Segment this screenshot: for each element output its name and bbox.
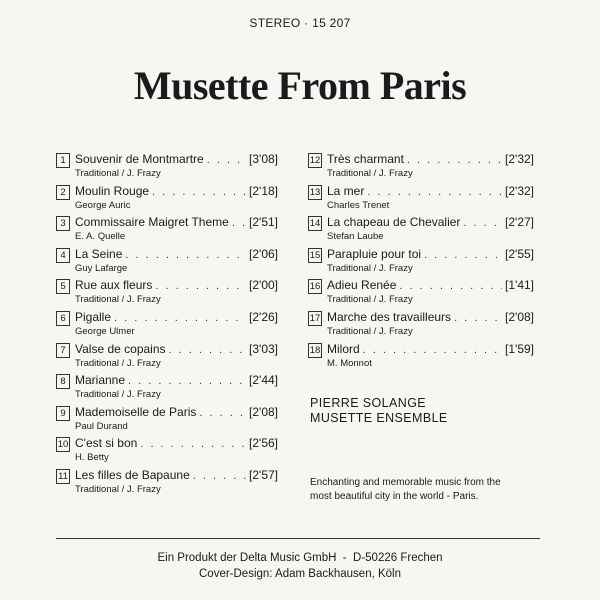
track-duration: [2'08] [249,404,278,419]
track-composer: Traditional / J. Frazy [327,262,413,274]
track-duration: [2'18] [249,183,278,198]
track-item [56,150,278,182]
track-item [56,403,278,435]
track-number: 16 [309,281,321,293]
track-composer: Traditional / J. Frazy [327,168,413,179]
track-composer: Traditional / J. Frazy [327,294,413,306]
leader-dots [407,154,502,166]
track-number: 14 [309,218,321,230]
track-duration: [2'44] [249,373,278,388]
leader-dots [114,312,246,324]
track-number: 1 [56,153,70,168]
track-item [56,308,278,340]
track-number: 9 [56,406,70,421]
track-item [56,371,278,403]
track-title: Pigalle [75,309,112,324]
tracklist-left [56,150,278,498]
track-composer: Charles Trenet [327,199,390,211]
leader-dots [125,249,246,261]
track-number: 12 [309,155,321,166]
track-composer: Traditional / J. Frazy [327,325,413,337]
track-composer: Traditional / J. Frazy [75,389,161,401]
track-composer: Paul Durand [75,420,128,432]
leader-dots [128,375,246,387]
track-duration: [2'51] [249,215,278,230]
track-item [56,182,278,214]
track-title: Les filles de Bapaune [75,467,190,482]
track-item [56,434,278,466]
track-item [56,340,278,372]
leader-dots [463,217,502,229]
album-description [310,476,501,504]
track-item [308,150,534,182]
leader-dots [169,344,247,356]
track-title: Très charmant [327,152,404,166]
track-item [308,340,534,372]
track-composer: E. A. Quelle [75,231,126,243]
artist-credit [310,396,448,426]
track-composer: Traditional / J. Frazy [75,483,161,495]
description-line: most beautiful city in the world - Paris. [310,491,479,502]
track-number: 5 [56,279,70,294]
track-title: Parapluie pour toi [327,246,422,261]
track-title: Valse de copains [75,341,166,356]
track-item [308,308,534,340]
track-title: C'est si bon [75,436,138,451]
track-duration: [1'59] [505,341,534,356]
leader-dots [232,217,246,229]
artist-name: PIERRE SOLANGE [310,396,427,410]
track-title: Mademoiselle de Paris [75,404,197,419]
track-title: La Seine [75,246,123,261]
ensemble-name: MUSETTE ENSEMBLE [310,411,448,425]
publisher-line: Ein Produkt der Delta Music GmbH - D-50226 Frechen [157,552,443,564]
track-composer: George Ulmer [75,325,135,337]
footer-divider [56,538,540,539]
track-title: Moulin Rouge [75,183,150,198]
track-title: Marianne [75,373,126,388]
track-composer: Traditional / J. Frazy [75,168,161,179]
track-item [308,213,534,245]
leader-dots [399,280,502,292]
track-duration: [2'56] [249,436,278,451]
track-title: Marche des travailleurs [327,309,452,324]
track-number: 15 [309,249,321,261]
track-composer: George Auric [75,199,131,211]
footer-credits [0,550,600,582]
design-credit: Cover-Design: Adam Backhausen, Köln [199,568,401,580]
track-item [308,182,534,214]
track-duration: [3'03] [249,341,278,356]
track-title: Commissaire Maigret Theme [75,215,229,230]
leader-dots [199,407,246,419]
track-composer: Traditional / J. Frazy [75,294,161,306]
track-duration: [2'26] [249,309,278,324]
track-duration: [2'32] [505,183,534,198]
track-duration: [3'08] [249,152,278,166]
track-title: Rue aux fleurs [75,278,153,293]
description-line: Enchanting and memorable music from the [310,477,501,488]
track-number: 11 [56,469,70,484]
track-duration: [2'55] [505,246,534,261]
track-number: 13 [309,186,321,198]
leader-dots [424,249,502,261]
track-composer: M. Monnot [327,357,372,369]
track-item [56,466,278,498]
track-number: 4 [56,248,70,263]
track-number: 6 [56,311,70,326]
track-composer: Stefan Laube [327,231,384,243]
tracklist-right [308,150,534,371]
leader-dots [363,344,502,356]
track-duration: [2'00] [249,278,278,293]
leader-dots [140,438,246,450]
leader-dots [155,280,246,292]
catalog-number: STEREO · 15 207 [249,16,351,30]
leader-dots [367,186,502,198]
track-number: 7 [56,343,70,358]
track-composer: H. Betty [75,452,109,464]
track-title: Souvenir de Montmartre [75,152,204,166]
track-item [56,213,278,245]
track-number: 17 [309,312,321,324]
track-composer: Traditional / J. Frazy [75,357,161,369]
track-composer: Guy Lafarge [75,262,128,274]
track-item [56,276,278,308]
track-duration: [2'06] [249,246,278,261]
track-item [308,245,534,277]
track-number: 8 [56,374,70,389]
track-number: 2 [56,185,70,200]
track-number: 10 [57,439,69,451]
leader-dots [193,470,246,482]
track-duration: [2'32] [505,152,534,166]
track-duration: [2'27] [505,215,534,230]
track-item [56,245,278,277]
leader-dots [152,186,246,198]
track-title: Adieu Renée [327,278,397,293]
track-duration: [2'57] [249,467,278,482]
leader-dots [207,154,246,166]
track-duration: [2'08] [505,309,534,324]
track-title: La chapeau de Chevalier [327,215,461,230]
track-number: 18 [309,344,321,356]
leader-dots [454,312,502,324]
track-title: Milord [327,341,360,356]
album-title: Musette From Paris [133,63,467,108]
track-duration: [1'41] [505,278,534,293]
track-item [308,276,534,308]
track-title: La mer [327,183,365,198]
track-number: 3 [56,216,70,231]
